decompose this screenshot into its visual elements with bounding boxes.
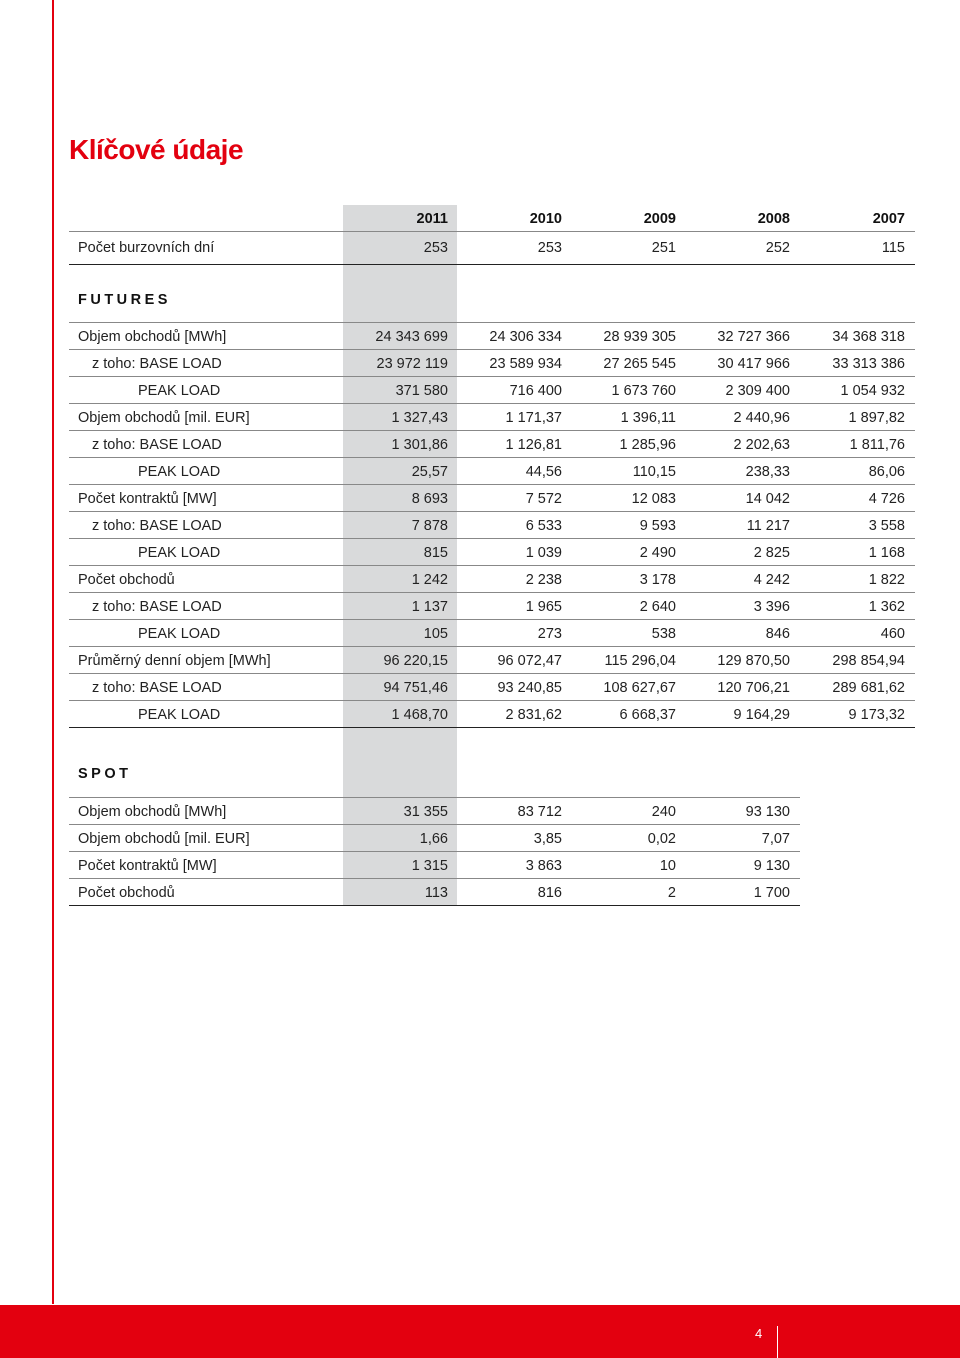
spot-section-title: SPOT xyxy=(69,744,800,798)
row-label: PEAK LOAD xyxy=(138,626,221,642)
value-2009: 27 265 545 xyxy=(603,356,676,372)
value-2010: 23 589 934 xyxy=(489,356,562,372)
table-row xyxy=(69,431,915,458)
value-2011: 1 301,86 xyxy=(391,437,448,453)
value-2007: 115 xyxy=(881,240,905,256)
value-2010: 273 xyxy=(537,626,562,642)
value-2007: 1 811,76 xyxy=(849,437,905,453)
value-2009: 538 xyxy=(651,626,676,642)
value-2011: 253 xyxy=(423,240,448,256)
footer-bar xyxy=(0,1305,960,1358)
value-2011: 1 468,70 xyxy=(391,707,448,723)
value-2008: 32 727 366 xyxy=(717,329,790,345)
value-2010: 44,56 xyxy=(525,464,562,480)
value-2007: 1 168 xyxy=(868,545,905,561)
table-row xyxy=(69,512,915,539)
value-2008: 11 217 xyxy=(746,518,790,534)
value-2011: 105 xyxy=(423,626,448,642)
year-2007: 2007 xyxy=(872,211,905,227)
value-2008: 9 164,29 xyxy=(733,707,790,723)
row-label: PEAK LOAD xyxy=(138,707,221,723)
year-header-row xyxy=(69,205,915,232)
futures-rows xyxy=(69,323,915,728)
spot-rows xyxy=(69,798,800,906)
row-label: Objem obchodů [MWh] xyxy=(78,329,227,345)
value-2010: 1 965 xyxy=(525,599,562,615)
table-row xyxy=(69,485,915,512)
value-2008: 2 825 xyxy=(753,545,790,561)
row-label: Počet burzovních dní xyxy=(78,240,215,256)
table-row xyxy=(69,798,800,825)
value-2010: 1 126,81 xyxy=(505,437,562,453)
table-row xyxy=(69,825,800,852)
value-2007: 1 054 932 xyxy=(840,383,905,399)
value-2009: 12 083 xyxy=(631,491,676,507)
futures-table xyxy=(69,270,915,728)
value-2011: 1 242 xyxy=(411,572,448,588)
value-2011: 113 xyxy=(424,885,448,901)
table-row xyxy=(69,458,915,485)
row-label: z toho: BASE LOAD xyxy=(92,518,222,534)
table-row xyxy=(69,350,915,377)
table-row xyxy=(69,377,915,404)
value-2010: 83 712 xyxy=(517,804,562,820)
value-2007: 9 173,32 xyxy=(848,707,905,723)
row-label: z toho: BASE LOAD xyxy=(92,680,222,696)
table-row xyxy=(69,852,800,879)
value-2009: 3 178 xyxy=(639,572,676,588)
page-number: 4 xyxy=(755,1326,763,1341)
table-row xyxy=(69,566,915,593)
value-2011: 94 751,46 xyxy=(383,680,448,696)
value-2007: 34 368 318 xyxy=(832,329,905,345)
value-2009: 240 xyxy=(651,804,676,820)
row-label: PEAK LOAD xyxy=(138,464,221,480)
value-2008: 30 417 966 xyxy=(717,356,790,372)
value-2011: 8 693 xyxy=(411,491,448,507)
value-2009: 2 xyxy=(667,885,676,901)
value-2009: 28 939 305 xyxy=(603,329,676,345)
row-label: Počet obchodů xyxy=(78,885,175,901)
value-2010: 93 240,85 xyxy=(497,680,562,696)
left-red-rule xyxy=(52,0,54,1304)
value-2008: 14 042 xyxy=(745,491,790,507)
row-label: Objem obchodů [mil. EUR] xyxy=(78,831,250,847)
value-2008: 846 xyxy=(765,626,790,642)
value-2008: 93 130 xyxy=(745,804,790,820)
key-data-header-table xyxy=(69,205,915,265)
value-2008: 9 130 xyxy=(753,858,790,874)
row-label: z toho: BASE LOAD xyxy=(92,437,222,453)
value-2010: 1 039 xyxy=(525,545,562,561)
value-2007: 86,06 xyxy=(868,464,905,480)
row-label: PEAK LOAD xyxy=(138,383,221,399)
value-2010: 2 238 xyxy=(525,572,562,588)
value-2007: 460 xyxy=(880,626,905,642)
value-2008: 238,33 xyxy=(745,464,790,480)
value-2009: 108 627,67 xyxy=(603,680,676,696)
value-2009: 110,15 xyxy=(632,464,676,480)
value-2008: 2 309 400 xyxy=(725,383,790,399)
value-2007: 33 313 386 xyxy=(832,356,905,372)
value-2010: 716 400 xyxy=(509,383,562,399)
value-2010: 7 572 xyxy=(525,491,562,507)
value-2011: 815 xyxy=(423,545,448,561)
table-row xyxy=(69,323,915,350)
table-row xyxy=(69,539,915,566)
value-2009: 0,02 xyxy=(647,831,676,847)
value-2007: 298 854,94 xyxy=(832,653,905,669)
value-2009: 115 296,04 xyxy=(604,653,676,669)
value-2008: 2 202,63 xyxy=(733,437,790,453)
value-2007: 4 726 xyxy=(868,491,905,507)
value-2008: 4 242 xyxy=(753,572,790,588)
value-2007: 1 822 xyxy=(868,572,905,588)
value-2007: 1 897,82 xyxy=(848,410,905,426)
value-2010: 816 xyxy=(537,885,562,901)
value-2009: 6 668,37 xyxy=(619,707,676,723)
row-label: Objem obchodů [mil. EUR] xyxy=(78,410,250,426)
value-2009: 2 640 xyxy=(639,599,676,615)
spot-table xyxy=(69,744,800,906)
year-2008: 2008 xyxy=(757,211,790,227)
value-2011: 1 315 xyxy=(411,858,448,874)
value-2009: 1 285,96 xyxy=(619,437,676,453)
value-2011: 7 878 xyxy=(411,518,448,534)
value-2009: 1 396,11 xyxy=(620,410,676,426)
value-2009: 251 xyxy=(651,240,676,256)
value-2008: 1 700 xyxy=(753,885,790,901)
table-row xyxy=(69,701,915,728)
value-2011: 23 972 119 xyxy=(376,356,448,372)
value-2010: 6 533 xyxy=(525,518,562,534)
value-2010: 3,85 xyxy=(533,831,562,847)
row-label: PEAK LOAD xyxy=(138,545,221,561)
table-row xyxy=(69,674,915,701)
value-2007: 289 681,62 xyxy=(832,680,905,696)
value-2011: 1 137 xyxy=(411,599,448,615)
table-row xyxy=(69,404,915,431)
value-2010: 96 072,47 xyxy=(497,653,562,669)
row-label: z toho: BASE LOAD xyxy=(92,356,222,372)
value-2009: 10 xyxy=(659,858,676,874)
value-2010: 24 306 334 xyxy=(489,329,562,345)
table-row xyxy=(69,593,915,620)
value-2011: 1 327,43 xyxy=(391,410,448,426)
value-2010: 1 171,37 xyxy=(505,410,562,426)
value-2011: 24 343 699 xyxy=(375,329,448,345)
value-2011: 31 355 xyxy=(403,804,448,820)
row-label: Objem obchodů [MWh] xyxy=(78,804,227,820)
value-2009: 1 673 760 xyxy=(611,383,676,399)
table-row xyxy=(69,620,915,647)
value-2010: 3 863 xyxy=(525,858,562,874)
value-2009: 2 490 xyxy=(639,545,676,561)
year-2010: 2010 xyxy=(529,211,562,227)
trading-days-row xyxy=(69,232,915,265)
value-2011: 1,66 xyxy=(419,831,448,847)
value-2011: 371 580 xyxy=(395,383,448,399)
footer-divider xyxy=(777,1326,778,1358)
year-2009: 2009 xyxy=(643,211,676,227)
futures-section-title: FUTURES xyxy=(69,270,915,323)
year-2011: 2011 xyxy=(416,211,448,227)
value-2008: 7,07 xyxy=(761,831,790,847)
value-2011: 25,57 xyxy=(411,464,448,480)
row-label: Počet obchodů xyxy=(78,572,175,588)
row-label: Průměrný denní objem [MWh] xyxy=(78,653,271,669)
value-2007: 1 362 xyxy=(868,599,905,615)
row-label: z toho: BASE LOAD xyxy=(92,599,222,615)
value-2010: 253 xyxy=(537,240,562,256)
row-label: Počet kontraktů [MW] xyxy=(78,858,217,874)
value-2008: 129 870,50 xyxy=(717,653,790,669)
value-2011: 96 220,15 xyxy=(383,653,448,669)
value-2008: 120 706,21 xyxy=(717,680,790,696)
value-2010: 2 831,62 xyxy=(505,707,562,723)
table-row xyxy=(69,647,915,674)
page-title: Klíčové údaje xyxy=(69,134,244,165)
value-2008: 3 396 xyxy=(753,599,790,615)
value-2008: 2 440,96 xyxy=(733,410,790,426)
value-2007: 3 558 xyxy=(868,518,905,534)
value-2009: 9 593 xyxy=(639,518,676,534)
row-label: Počet kontraktů [MW] xyxy=(78,491,217,507)
table-row xyxy=(69,879,800,906)
value-2008: 252 xyxy=(765,240,790,256)
